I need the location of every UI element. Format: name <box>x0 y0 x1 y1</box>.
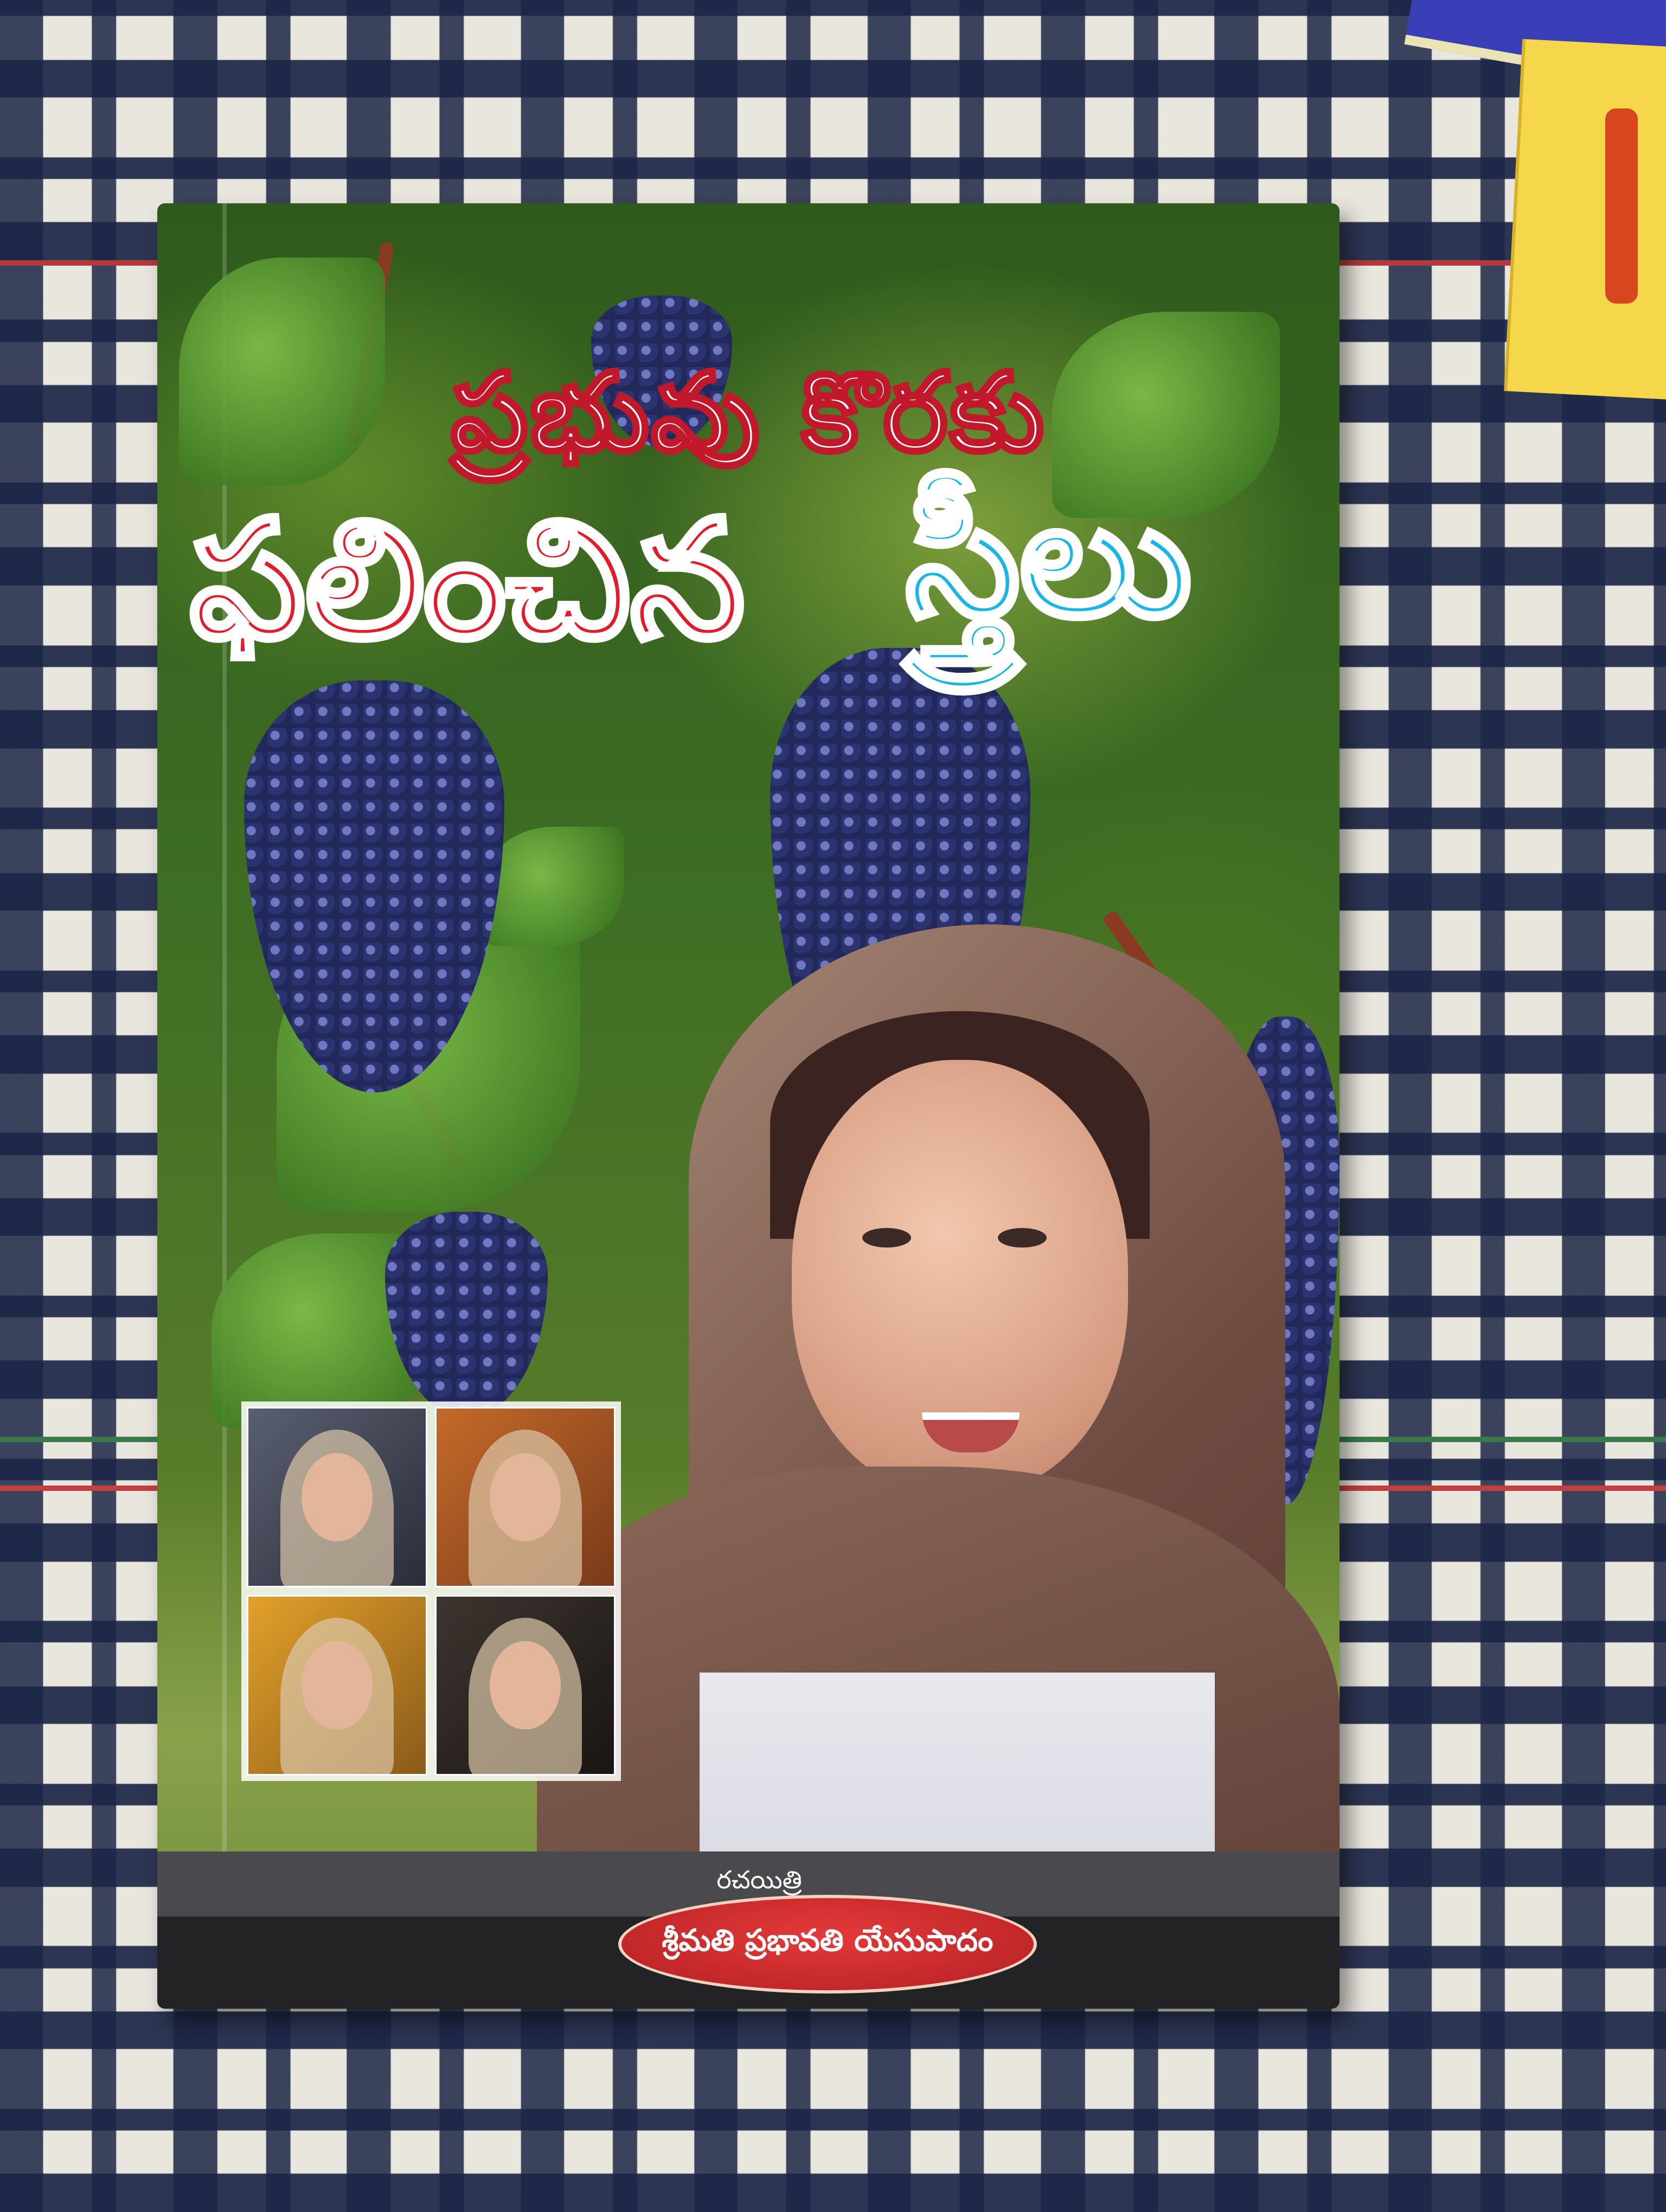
head <box>302 1453 373 1542</box>
head <box>490 1641 561 1730</box>
other-book-lettering <box>1605 108 1638 304</box>
author-label: రచయిత్రి <box>716 1865 802 1894</box>
head <box>490 1453 561 1542</box>
other-book <box>1504 39 1666 400</box>
author-badge <box>618 1895 1037 1994</box>
book-title-line2: ఫలించిన <box>190 485 745 674</box>
thumbnail-woman-4 <box>435 1595 616 1776</box>
thumbnail-woman-1 <box>247 1407 427 1587</box>
cover-woman-portrait <box>537 924 1340 2009</box>
author-name: శ్రీమతి ప్రభావతి యేసుపాదం <box>662 1922 994 1958</box>
book-title-line1: ప్రభువు కొరకు <box>451 350 1046 476</box>
eye-right <box>998 1228 1047 1248</box>
head <box>302 1641 373 1730</box>
thumbnail-grid <box>241 1401 621 1781</box>
thumbnail-woman-2 <box>435 1407 616 1587</box>
eye-left <box>862 1228 911 1248</box>
book-cover <box>157 203 1340 2009</box>
thumbnail-woman-3 <box>247 1595 427 1776</box>
book-title-line3: స్త్రీలు <box>906 464 1192 653</box>
